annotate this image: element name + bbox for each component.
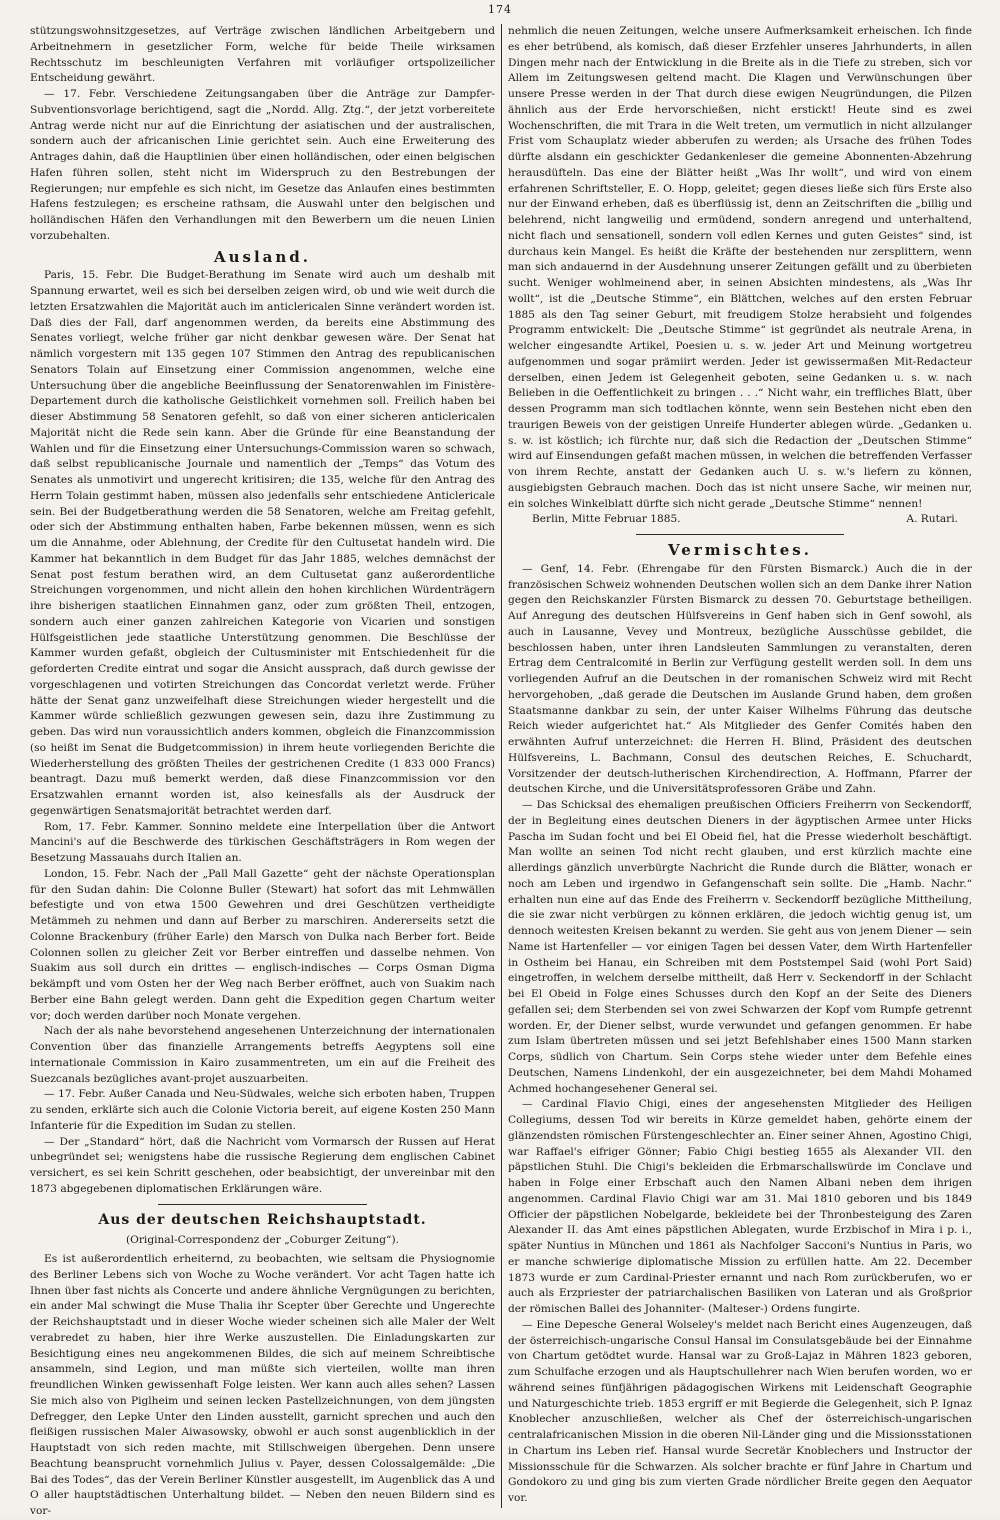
paragraph-london: London, 15. Febr. Nach der „Pall Mall Gazette“ geht der nächste Operationsplan für den Sudan dahin: Die Colonne Buller (Stewart) hat sofort das mit Lehmwällen befestigte und von etwa 1500 Gewehren und drei Geschützen vertheidigte Metämmeh zu nehmen und dann auf Berber zu marschiren. Andererseits setzt die Colonne Brackenbury (früher Earle) den Marsch von Dulka nach Berber fort. Beide Colonnen sollen zu gleicher Zeit vor Berber eintreffen und dasselbe nehmen. Von Suakim aus soll durch ein drittes — englisch-indisches — Corps Osman Digma bekämpft und vom Osten her der Weg nach Berber eröffnet, auch von Suakim nach Berber eine Bahn gelegt werden. Dann geht die Expedition gegen Chartum weiter vor; doch werden darüber noch Monate vergehen. xyxy=(30,867,495,1022)
section-heading-ausland: Ausland. xyxy=(213,247,312,266)
signature-author: A. Rutari. xyxy=(906,513,958,526)
paragraph-rom: Rom, 17. Febr. Kammer. Sonnino meldete eine Interpellation über die Antwort Mancini's auf die Beschwerde des türkischen Geschäftsträgers in Rom wegen der Besetzung Massauahs durch Italien an. xyxy=(30,820,495,864)
paragraph-zeitungen: nehmlich die neuen Zeitungen, welche unsere Aufmerksamkeit erheischen. Ich finde es eher betrübend, als komisch, daß dieser Erzfehler unseres Jahrhunderts, in allen Dingen mehr nach der Entwicklung in die Breite als in die Tiefe zu streben, sich vor Allem im Zeitungswesen geltend macht. Die Klagen und Verwünschungen über unsere Presse werden in der That durch diese ewigen Neugründungen, die Pilzen ähnlich aus der Erde hervorschießen, nicht erstickt! Heute sind es zwei Wochenschriften, die mit Trara in die Welt treten, um vermutlich in nicht allzulanger Frist vom Schauplatz wieder abberufen zu werden; als Ursache des frühen Todes dürfte alsdann ein geschickter Gedankenleser die gemeine Abonnenten-Abzehrung herausdüfteln. Das eine der Blätter heißt „Was Ihr wollt“, und wird von einem erfahrenen Schriftsteller, E. O. Hopp, geleitet; gegen dieses ließe sich fürs Erste also nur der Einwand erheben, daß es überflüssig ist, denn an Zeitschriften die „billig und belehrend, nicht langweilig und ermüdend, sondern anregend und unterhaltend, nicht flach und sensationell, sondern voll edlen Kernes und guten Geistes“ sind, ist durchaus kein Mangel. Es heißt die Kräfte der bestehenden nur zersplittern, wenn man sich andauernd in der Ausdehnung unserer Zeitungen gefällt und zu überbieten sucht. Weniger wohlmeinend aber, in seinen Absichten mindestens, als „Was Ihr wollt“, ist die „Deutsche Stimme“, ein Blättchen, welches auf den ersten Februar 1885 als den Tag seiner Geburt, mit freudigem Stolze herabsieht und folgendes Programm entwickelt: Die „Deutsche Stimme“ ist gegründet als neutrale Arena, in welcher eingesandte Artikel, Poesien u. s. w. jeder Art und Meinung wortgetreu aufgenommen und sogar prämiirt werden. Jeder ist gewissermaßen Mit-Redacteur derselben, einen Jedem ist Gelegenheit geboten, seine Gedanken u. s. w. nach Belieben in die Oeffentlichkeit zu bringen . . .“ Nicht wahr, ein treffliches Blatt, über dessen Programm man sich todtlachen könnte, wenn sein Bestehen nicht eben den traurigen Beweis von der geistigen Unreife Hunderter ablegen würde. „Gedanken u. s. w. ist köstlich; ich fürchte nur, daß sich die Redaction der „Deutschen Stimme“ wird auf Einsendungen gefaßt machen müssen, in welchen die betreffenden Verfasser von ihrem Rechte, anstatt der Gedanken auch U. s. w.'s liefern zu können, ausgiebigsten Gebrauch machen. Doch das ist nicht unsere Sache, wir meinen nur, ein solches Winkelblatt dürfte sich nicht gerade „Deutsche Stimme“ nennen! xyxy=(508,25,972,510)
section-divider xyxy=(636,534,845,535)
left-column xyxy=(30,24,495,1517)
paragraph-genf: — Genf, 14. Febr. (Ehrengabe für den Fürsten Bismarck.) Auch die in der französischen Schweiz wohnenden Deutschen wollen sich an dem Danke ihrer Nation gegen den Reichskanzler Fürsten Bismarck zu dessen 70. Geburtstage betheiligen. Auf Anregung des deutschen Hülfsvereins in Genf haben sich in Genf sowohl, als auch in Lausanne, Vevey und Montreux, bezügliche Ausschüsse gebildet, die beschlossen haben, unter ihren Landsleuten Sammlungen zu veranstalten, deren Ertrag dem Centralcomité in Berlin zur Verfügung gestellt werden soll. In dem uns vorliegenden Aufruf an die Deutschen in der romanischen Schweiz wird mit Recht hervorgehoben, „daß gerade die Deutschen im Auslande Grund haben, dem großen Staatsmanne dankbar zu sein, der unter Kaiser Wilhelms Führung das deutsche Reich wieder aufgerichtet hat.“ Als Mitglieder des Genfer Comités haben den erwähnten Aufruf unterzeichnet: die Herren H. Blind, Präsident des deutschen Hülfsvereins, L. Bachmann, Consul des deutschen Reiches, E. Schuchardt, Vorsitzender der deutsch-lutherischen Kirchendirection, A. Hoffmann, Pfarrer der deutschen Kirche, und die Universitätsprofessoren Gräbe und Zahn. xyxy=(508,562,972,796)
paragraph-seckendorff: — Das Schicksal des ehemaligen preußischen Officiers Freiherrn von Seckendorff, der in Begleitung eines deutschen Dieners in der ägyptischen Armee unter Hicks Pascha im Sudan focht und bei El Obeid fiel, hat die Presse wiederholt beschäftigt. Man wollte an seinen Tod nicht recht glauben, und erst kürzlich machte eine allerdings gänzlich unverbürgte Nachricht die Runde durch die Blätter, wonach er noch am Leben und irgendwo in Gefangenschaft sein sollte. Die „Hamb. Nachr.“ erhalten nun eine auf das Ende des Freiherrn v. Seckendorff bezügliche Mittheilung, die sie zwar nicht verbürgen zu können erklären, die jedoch wichtig genug ist, um dennoch weitesten Kreisen bekannt zu werden. Sie geht aus von jenem Diener — sein Name ist Hartenfeller — vor einigen Tagen bei dessen Vater, dem Wirth Hartenfeller in Ostheim bei Hanau, ein Schreiben mit dem Poststempel Said (wohl Port Said) eingetroffen, in welchem derselbe mittheilt, daß Herr v. Seckendorff in der Schlacht bei El Obeid in Folge eines Schusses durch den Kopf an der Seite des Dieners gefallen sei; dem Sterbenden sei von zwei Schwarzen der Kopf vom Rumpfe getrennt worden. Er, der Diener selbst, wurde verwundet und gefangen genommen. Er habe zum Islam übertreten müssen und sei jetzt Befehlshaber eines 1500 Mann starken Corps, südlich von Chartum. Sein Corps stehe wieder unter dem Befehle eines Deutschen, Namens Lindenkohl, der ein ausgezeichneter, bei dem Mahdi Mohamed Achmed hochangesehener General sei. xyxy=(508,799,972,1095)
paragraph-convention: Nach der als nahe bevorstehend angesehenen Unterzeichnung der internationalen Convention über das finanzielle Arrangements betreffs Aegyptens soll eine internationale Commission in Kairo zusammentreten, um ein auf die Freiheit des Suezcanals bezügliches avant-projet auszuarbeiten. xyxy=(30,1025,495,1085)
page-number: 174 xyxy=(488,3,512,16)
section-heading-reichshauptstadt: Aus der deutschen Reichshauptstadt. xyxy=(98,1211,427,1228)
paragraph-victoria: — 17. Febr. Außer Canada und Neu-Südwales, welche sich erboten haben, Truppen zu senden, erklärte sich auch die Colonie Victoria bereit, auf eigene Kosten 250 Mann Infanterie für die Expedition im Sudan zu stellen. xyxy=(30,1088,495,1132)
signature-place-date: Berlin, Mitte Februar 1885. xyxy=(532,513,681,526)
paragraph-hansal: — Eine Depesche General Wolseley's meldet nach Bericht eines Augenzeugen, daß der österreichisch-ungarische Consul Hansal im Consulatsgebäude bei der Einnahme von Chartum getödtet wurde. Hansal war zu Groß-Lajaz in Mähren 1823 geboren, zum Schulfache erzogen und als Hauptschullehrer nach Wien berufen worden, wo er während seines fünfjährigen pädagogischen Wirkens mit Leidenschaft Geographie und Naturgeschichte trieb. 1853 ergriff er mit Begierde die Gelegenheit, sich P. Ignaz Knoblecher anzuschließen, welcher als Chef der österreichisch-ungarischen centralafricanischen Mission in die oberen Nil-Länder ging und die Missionsstationen in Chartum ins Leben rief. Hansal wurde Secretär Knoblechers und Instructor der Missionsschule für die Schwarzen. Als solcher brachte er fünf Jahre in Chartum und Gondokoro zu und ging bis zum vierten Grade nördlicher Breite gegen den Aequator vor. xyxy=(508,1318,972,1504)
signature-line xyxy=(508,512,972,528)
paragraph-chigi: — Cardinal Flavio Chigi, eines der angesehensten Mitglieder des Heiligen Collegiums, dessen Tod wir bereits in Kürze gemeldet haben, gehörte einem der glänzendsten römischen Fürstengeschlechter an. Einer seiner Ahnen, Agostino Chigi, war Raffael's eifriger Gönner; Fabio Chigi bestieg 1655 als Alexander VII. den päpstlichen Stuhl. Die Chigi's bekleiden die Erbmarschallswürde im Conclave und haben in Folge einer Erbschaft auch den Namen Albani neben dem ihrigen angenommen. Cardinal Flavio Chigi war am 31. Mai 1810 geboren und bis 1849 Officier der päpstlichen Nobelgarde, bekleidete bei der Thronbesteigung des Zaren Alexander II. das Amt eines päpstlichen Ablegaten, wurde Erzbischof in Mira i p. i., später Nuntius in München und 1861 als Nachfolger Sacconi's Nuntius in Paris, wo er manche schwierige diplomatische Mission zu erfüllen hatte. Am 22. December 1873 wurde er zum Cardinal-Priester ernannt und nach Rom zurückberufen, wo er auch als Erzpriester der patriarchalischen Basiliken von Lateran und als Großprior der römischen Ballei des Johanniter- (Malteser-) Ordens fungirte. xyxy=(508,1098,972,1315)
section-subheading-correspondenz: (Original-Correspondenz der „Coburger Zeitung“). xyxy=(126,1234,399,1247)
paragraph-standard: — Der „Standard“ hört, daß die Nachricht vom Vormarsch der Russen auf Herat unbegründet sei; wenigstens habe die russische Regierung dem englischen Cabinet versichert, es sei kein Schritt geschehen, oder beabsichtigt, der unvereinbar mit den 1873 abgegebenen diplomatischen Erklärungen wäre. xyxy=(30,1135,495,1195)
paragraph-berliner-leben: Es ist außerordentlich erheiternd, zu beobachten, wie seltsam die Physiognomie des Berliner Lebens sich von Woche zu Woche verändert. Vor acht Tagen hatte ich Ihnen über fast nichts als Concerte und andere ähnliche Vergnügungen zu berichten, ein ander Mal schwingt die Muse Thalia ihr Scepter über Gerechte und Ungerechte der Reichshauptstadt und in dieser Woche wieder scheinen sich alle Maler der Welt verabredet zu haben, hier ihre Werke auszustellen. Die Einladungskarten zur Besichtigung eines neu angekommenen Bildes, die sich auf meinem Schreibtische ansammeln, sind Legion, und man müßte sich vierteilen, wollte man ihren freundlichen Winken gewissenhaft Folge leisten. Wer kann auch alles sehen? Lassen Sie mich also von Piglheim und seinen lecken Pastellzeichnungen, von dem jüngsten Defregger, den Lepke Unter den Linden ausstellt, garnicht sprechen und auch den fleißigen russischen Maler Aiwasowsky, obwohl er auch sonst augenblicklich in der Hauptstadt von sich reden machte, mit Stillschweigen übergehen. Denn unsere Beachtung beansprucht vornehmlich Julius v. Payer, dessen Colossalgemälde: „Die Bai des Todes“, das der Verein Berliner Künstler ausgestellt, im Augenblick das A und O aller hauptstädtischen Unterhaltung bildet. — Neben den neuen Bildern sind es vor- xyxy=(30,1253,495,1517)
section-divider xyxy=(158,1204,367,1205)
section-heading-vermischtes: Vermischtes. xyxy=(668,541,812,559)
right-column xyxy=(508,24,972,1508)
paragraph-dampfer-subvention: — 17. Febr. Verschiedene Zeitungsangaben über die Anträge zur Dampfer-Subventionsvorlage berichtigend, sagt die „Nordd. Allg. Ztg.“, der jetzt vorbereitete Antrag werde nicht nur auf die Einrichtung der asiatischen und der australischen, sondern auch der africanischen Linie gerichtet sein. Auch eine Erweiterung des Antrages dahin, daß die Hauptlinien über einen holländischen, oder einen belgischen Hafen führen sollen, steht nicht im Widerspruch zu den Bestrebungen der Regierungen; nur empfehle es sich nicht, im Gesetze das Anlaufen eines bestimmten Hafens festzulegen; es erscheine rathsam, die Auswahl unter den belgischen und holländischen Häfen den Verhandlungen mit den Bewerbern um die neuen Linien vorzubehalten. xyxy=(30,88,495,242)
column-divider xyxy=(501,24,502,1508)
paragraph-continued: stützungswohnsitzgesetzes, auf Verträge zwischen ländlichen Arbeitgebern und Arbeitnehmern in gesetzlicher Form, welche für beide Theile wirksamen Rechtsschutz im beschleunigten Verfahren mit vorläufiger ortspolizeilicher Entscheidung gewährt. xyxy=(30,25,495,85)
paragraph-paris: Paris, 15. Febr. Die Budget-Berathung im Senate wird auch um deshalb mit Spannung erwartet, weil es sich bei derselben zeigen wird, ob und wie weit durch die letzten Ersatzwahlen die Majorität auch im anticlericalen Sinne verändert worden ist. Daß dies der Fall, darf angenommen werden, da bereits eine Abstimmung des Senates vorliegt, welche früher gar nicht denkbar gewesen wäre. Der Senat hat nämlich vorgestern mit 135 gegen 107 Stimmen den Antrag des republicanischen Senators Tolain auf Einsetzung einer Commission angenommen, welche eine Untersuchung über die angebliche Beeinflussung der Senatorenwahlen im Finistère-Departement durch die katholische Geistlichkeit vornehmen soll. Freilich haben bei dieser Abstimmung 58 Senatoren gefehlt, so daß von einer sicheren anticlericalen Majorität nicht die Rede sein kann. Aber die Gründe für eine Beanstandung der Wahlen und für die Einsetzung einer Untersuchungs-Commission waren so schwach, daß selbst republicanische Journale und namentlich der „Temps“ das Votum des Senates als unmotivirt und ungerecht kritisiren; die 135, welche für den Antrag des Herrn Tolain gestimmt haben, müssen also jedenfalls sehr entschiedene Anticlericale sein. Bei der Budgetberathung werden die 58 Senatoren, welche am Freitag gefehlt, oder sich der Abstimmung enthalten haben, Farbe bekennen müssen, wenn es sich um die Annahme, oder Ablehnung, der Credite für den Cultusetat handeln wird. Die Kammer hat bekanntlich in dem Budget für das Jahr 1885, welches demnächst der Senat post festum berathen wird, an dem Cultusetat ganz außerordentliche Streichungen vorgenommen, und nicht allein den hohen kirchlichen Würdenträgern ihre bisherigen staatlichen Einnahmen ganz, oder zum größten Theil, entzogen, sondern auch einer ganzen zahlreichen Kategorie von Vicarien und sonstigen Hülfsgeistlichen jede staatliche Unterstützung genommen. Die Beschlüsse der Kammer wurden gefaßt, obgleich der Cultusminister mit Entschiedenheit für die geforderten Credite eintrat und sogar die Ansicht aussprach, daß durch gewisse der vorgeschlagenen und votirten Streichungen das Concordat verletzt werde. Früher hätte der Senat ganz unzweifelhaft diese Streichungen wieder hergestellt und die Kammer würde schließlich gezwungen gewesen sein, dazu ihre Zustimmung zu geben. Das wird nun voraussichtlich anders kommen, obgleich die Finanzcommission (so heißt im Senat die Budgetcommission) in ihrem heute vorliegenden Berichte die Wiederherstellung des größten Theiles der gestrichenen Credite (1 833 000 Francs) beantragt. Dazu muß bemerkt werden, daß diese Finanzcommission vor den Ersatzwahlen ernannt worden ist, also keinesfalls als der Ausdruck der gegenwärtigen Senatsmajorität betrachtet werden darf. xyxy=(30,269,495,817)
